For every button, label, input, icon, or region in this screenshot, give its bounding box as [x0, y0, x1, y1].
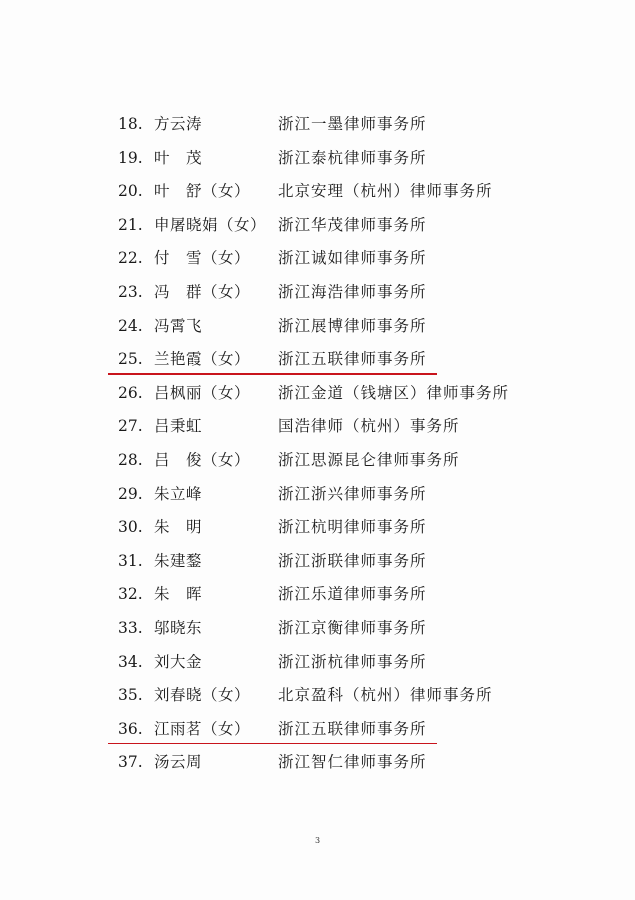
entry-number: 22.	[118, 249, 143, 268]
entry-name: 申屠晓娟（女）	[154, 215, 267, 234]
entry-name: 朱立峰	[154, 484, 203, 503]
entry-firm: 浙江浙杭律师事务所	[278, 652, 427, 671]
red-underline-mark	[108, 373, 437, 375]
list-item	[118, 146, 598, 180]
list-item	[118, 414, 598, 448]
entry-firm: 北京安理（杭州）律师事务所	[278, 182, 493, 201]
list-item	[118, 650, 598, 684]
list-item	[118, 616, 598, 650]
entry-firm: 浙江思源昆仑律师事务所	[278, 450, 460, 469]
entry-firm: 浙江一墨律师事务所	[278, 115, 427, 133]
entry-firm: 浙江华茂律师事务所	[278, 215, 427, 234]
entry-name: 刘春晓（女）	[154, 686, 251, 705]
list-item	[118, 314, 598, 348]
entry-name: 吕枫丽（女）	[154, 383, 251, 402]
list-item	[118, 179, 598, 213]
page-number: 3	[314, 836, 321, 845]
list-item	[118, 347, 598, 381]
entry-firm: 浙江五联律师事务所	[278, 350, 427, 369]
entry-number: 25.	[118, 350, 143, 369]
list-item	[118, 381, 598, 415]
entry-name: 冯霄飞	[154, 316, 203, 335]
entry-firm: 浙江杭明律师事务所	[278, 518, 427, 537]
lawyer-list	[118, 112, 598, 784]
entry-name: 江雨茗（女）	[154, 719, 251, 738]
entry-firm: 北京盈科（杭州）律师事务所	[278, 686, 493, 705]
entry-firm: 浙江京衡律师事务所	[278, 618, 427, 637]
list-item	[118, 448, 598, 482]
list-item	[118, 280, 598, 314]
entry-name: 朱 明	[154, 518, 203, 537]
list-item	[118, 482, 598, 516]
entry-name: 汤云周	[154, 753, 203, 772]
red-underline-mark	[108, 743, 437, 745]
entry-name: 方云涛	[154, 115, 203, 133]
entry-number: 20.	[118, 182, 143, 201]
entry-name: 朱建鍪	[154, 551, 203, 570]
entry-number: 32.	[118, 585, 143, 604]
entry-number: 34.	[118, 652, 143, 671]
list-item	[118, 515, 598, 549]
entry-number: 18.	[118, 115, 143, 133]
entry-number: 37.	[118, 753, 143, 772]
entry-number: 26.	[118, 383, 143, 402]
entry-number: 30.	[118, 518, 143, 537]
list-item	[118, 717, 598, 751]
entry-number: 24.	[118, 316, 143, 335]
entry-name: 兰艳霞（女）	[154, 350, 251, 369]
entry-number: 36.	[118, 719, 143, 738]
entry-firm: 浙江金道（钱塘区）律师事务所	[278, 383, 510, 402]
entry-firm: 浙江乐道律师事务所	[278, 585, 427, 604]
list-item	[118, 683, 598, 717]
entry-name: 朱 晖	[154, 585, 203, 604]
entry-number: 27.	[118, 417, 143, 436]
entry-name: 吕 俊（女）	[154, 450, 251, 469]
entry-firm: 国浩律师（杭州）事务所	[278, 417, 460, 436]
entry-name: 叶 茂	[154, 148, 203, 167]
entry-number: 23.	[118, 282, 143, 301]
entry-name: 邬晓东	[154, 618, 203, 637]
entry-firm: 浙江浙联律师事务所	[278, 551, 427, 570]
entry-name: 付 雪（女）	[154, 249, 251, 268]
list-item	[118, 213, 598, 247]
entry-number: 33.	[118, 618, 143, 637]
entry-number: 29.	[118, 484, 143, 503]
entry-number: 21.	[118, 215, 143, 234]
entry-number: 35.	[118, 686, 143, 705]
entry-number: 31.	[118, 551, 143, 570]
list-item	[118, 112, 598, 146]
entry-firm: 浙江智仁律师事务所	[278, 753, 427, 772]
entry-number: 19.	[118, 148, 143, 167]
entry-name: 吕秉虹	[154, 417, 203, 436]
list-item	[118, 549, 598, 583]
entry-firm: 浙江诚如律师事务所	[278, 249, 427, 268]
entry-name: 冯 群（女）	[154, 282, 251, 301]
entry-firm: 浙江海浩律师事务所	[278, 282, 427, 301]
list-item	[118, 246, 598, 280]
entry-firm: 浙江泰杭律师事务所	[278, 148, 427, 167]
entry-number: 28.	[118, 450, 143, 469]
entry-firm: 浙江浙兴律师事务所	[278, 484, 427, 503]
entry-firm: 浙江五联律师事务所	[278, 719, 427, 738]
entry-firm: 浙江展博律师事务所	[278, 316, 427, 335]
entry-name: 叶 舒（女）	[154, 182, 251, 201]
list-item	[118, 750, 598, 784]
entry-name: 刘大金	[154, 652, 203, 671]
list-item	[118, 582, 598, 616]
